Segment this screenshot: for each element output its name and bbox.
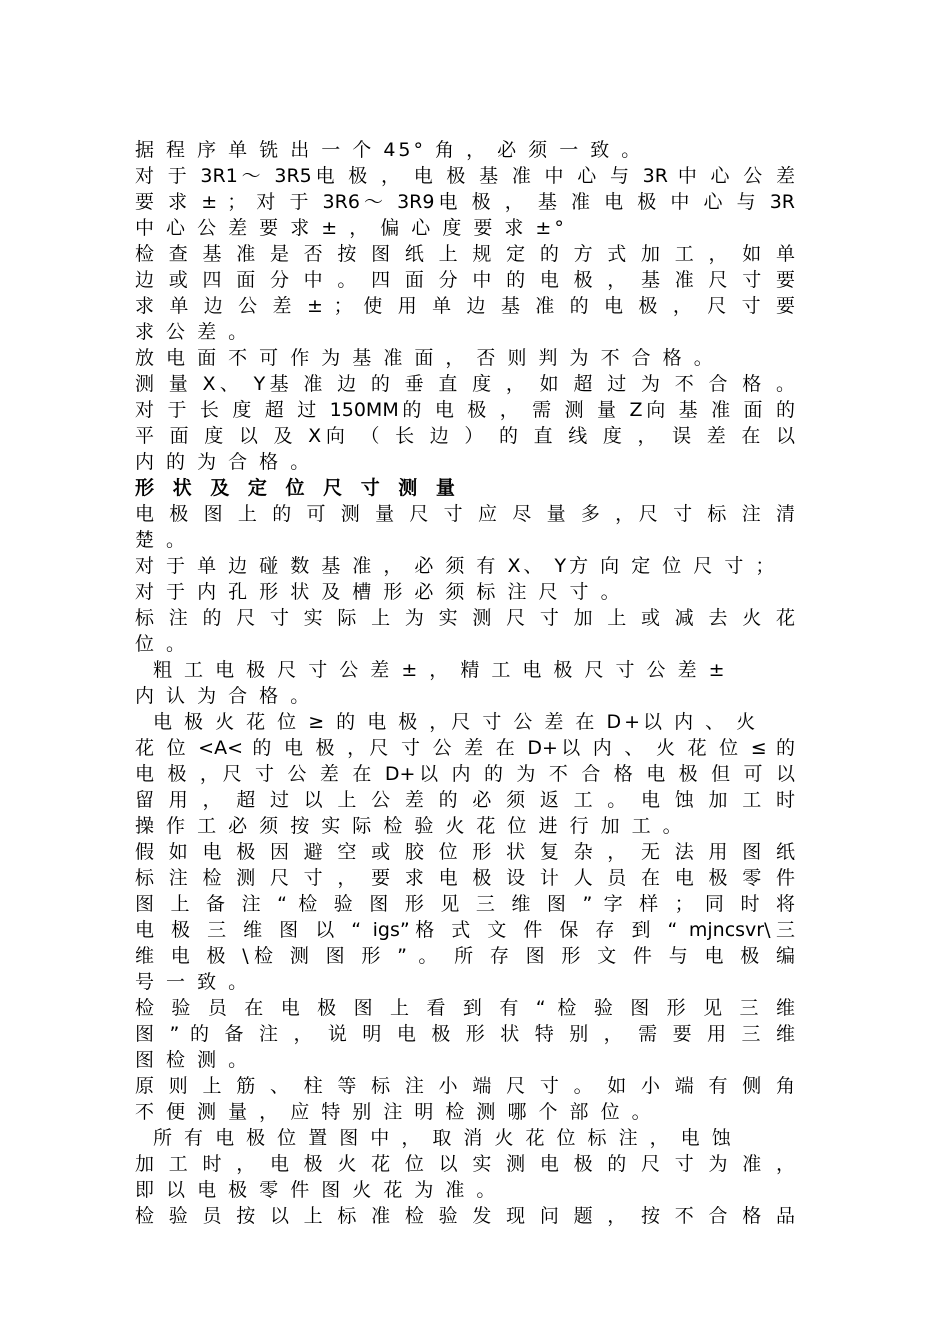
text-line: 图 检 测 。 <box>135 1049 251 1071</box>
text-line: 边 或 四 面 分 中 。 四 面 分 中 的 电 极 ， 基 准 尺 寸 要 <box>135 269 795 291</box>
text-line: 据 程 序 单 铣 出 一 个 45° 角 ， 必 须 一 致 。 <box>135 139 644 161</box>
text-line: 电 极 ，尺 寸 公 差 在 D+以 内 的 为 不 合 格 电 极 但 可 以 <box>135 763 795 785</box>
text-line: 图 上 备 注 “ 检 验 图 形 见 三 维 图 ” 字 样 ； 同 时 将 <box>135 893 795 915</box>
text-line: 电 极 三 维 图 以 “ igs”格 式 文 件 保 存 到 “ mjncsvr\三 <box>135 919 795 941</box>
text-line: 平 面 度 以 及 X向 （ 长 边 ） 的 直 线 度 ， 误 差 在 以 <box>135 425 795 447</box>
text-line: 放 电 面 不 可 作 为 基 准 面 ， 否 则 判 为 不 合 格 。 <box>135 347 716 369</box>
text-line: 对 于 单 边 碰 数 基 准 ， 必 须 有 X、 Y方 向 定 位 尺 寸 ； <box>135 555 778 577</box>
text-line: 检 验 员 在 电 极 图 上 看 到 有 “ 检 验 图 形 见 三 维 <box>135 997 795 1019</box>
text-line: 楚 。 <box>135 529 189 551</box>
text-line: 维 电 极 \检 测 图 形 ” 。 所 存 图 形 文 件 与 电 极 编 <box>135 945 795 967</box>
text-line: 电 极 火 花 位 ≥ 的 电 极 ，尺 寸 公 差 在 D+以 内 、 火 <box>153 711 759 733</box>
text-line: 不 便 测 量 ， 应 特 别 注 明 检 测 哪 个 部 位 。 <box>135 1101 654 1123</box>
text-line: 位 。 <box>135 633 189 655</box>
document-page <box>135 137 795 1229</box>
text-line: 原 则 上 筋 、 柱 等 标 注 小 端 尺 寸 。 如 小 端 有 侧 角 <box>135 1075 795 1097</box>
text-line: 所 有 电 极 位 置 图 中 ， 取 消 火 花 位 标 注 ， 电 蚀 <box>153 1127 734 1149</box>
text-line: 对 于 内 孔 形 状 及 槽 形 必 须 标 注 尺 寸 。 <box>135 581 623 603</box>
text-line: 花 位 <A< 的 电 极 ，尺 寸 公 差 在 D+以 内 、 火 花 位 ≤ 的 <box>135 737 795 759</box>
text-line: 图 ” 的 备 注 ， 说 明 电 极 形 状 特 别 ， 需 要 用 三 维 <box>135 1023 795 1045</box>
text-line: 操 作 工 必 须 按 实 际 检 验 火 花 位 进 行 加 工 。 <box>135 815 685 837</box>
text-line: 检 验 员 按 以 上 标 准 检 验 发 现 问 题 ， 按 不 合 格 品 <box>135 1205 795 1227</box>
text-line: 要 求 ± ； 对 于 3R6～ 3R9电 极 ， 基 准 电 极 中 心 与 3R <box>135 191 795 213</box>
text-line: 即 以 电 极 零 件 图 火 花 为 准 。 <box>135 1179 499 1201</box>
text-line: 对 于 3R1～ 3R5电 极 ， 电 极 基 准 中 心 与 3R 中 心 公 差 <box>135 165 795 187</box>
text-line: 标 注 的 尺 寸 实 际 上 为 实 测 尺 寸 加 上 或 减 去 火 花 <box>135 607 795 629</box>
text-line: 对 于 长 度 超 过 150MM的 电 极 ， 需 测 量 Z向 基 准 面 的 <box>135 399 795 421</box>
text-line: 求 公 差 。 <box>135 321 251 343</box>
text-line: 电 极 图 上 的 可 测 量 尺 寸 应 尽 量 多 ，尺 寸 标 注 清 <box>135 503 795 525</box>
text-line: 标 注 检 测 尺 寸 ， 要 求 电 极 设 计 人 员 在 电 极 零 件 <box>135 867 795 889</box>
section-heading: 形 状 及 定 位 尺 寸 测 量 <box>135 477 461 499</box>
text-line: 测 量 X、 Y基 准 边 的 垂 直 度 ， 如 超 过 为 不 合 格 。 <box>135 373 795 395</box>
text-line: 粗 工 电 极 尺 寸 公 差 ± ， 精 工 电 极 尺 寸 公 差 ± <box>153 659 728 681</box>
text-line: 内 认 为 合 格 。 <box>135 685 313 707</box>
text-line: 假 如 电 极 因 避 空 或 胶 位 形 状 复 杂 ， 无 法 用 图 纸 <box>135 841 795 863</box>
text-line: 内 的 为 合 格 。 <box>135 451 313 473</box>
text-line: 中 心 公 差 要 求 ± ， 偏 心 度 要 求 ±° <box>135 217 567 239</box>
text-line: 加 工 时 ， 电 极 火 花 位 以 实 测 电 极 的 尺 寸 为 准 ， <box>135 1153 795 1175</box>
text-line: 求 单 边 公 差 ± ； 使 用 单 边 基 准 的 电 极 ， 尺 寸 要 <box>135 295 795 317</box>
text-line: 检 查 基 准 是 否 按 图 纸 上 规 定 的 方 式 加 工 ， 如 单 <box>135 243 795 265</box>
text-line: 号 一 致 。 <box>135 971 251 993</box>
text-line: 留 用 ， 超 过 以 上 公 差 的 必 须 返 工 。 电 蚀 加 工 时 <box>135 789 795 811</box>
